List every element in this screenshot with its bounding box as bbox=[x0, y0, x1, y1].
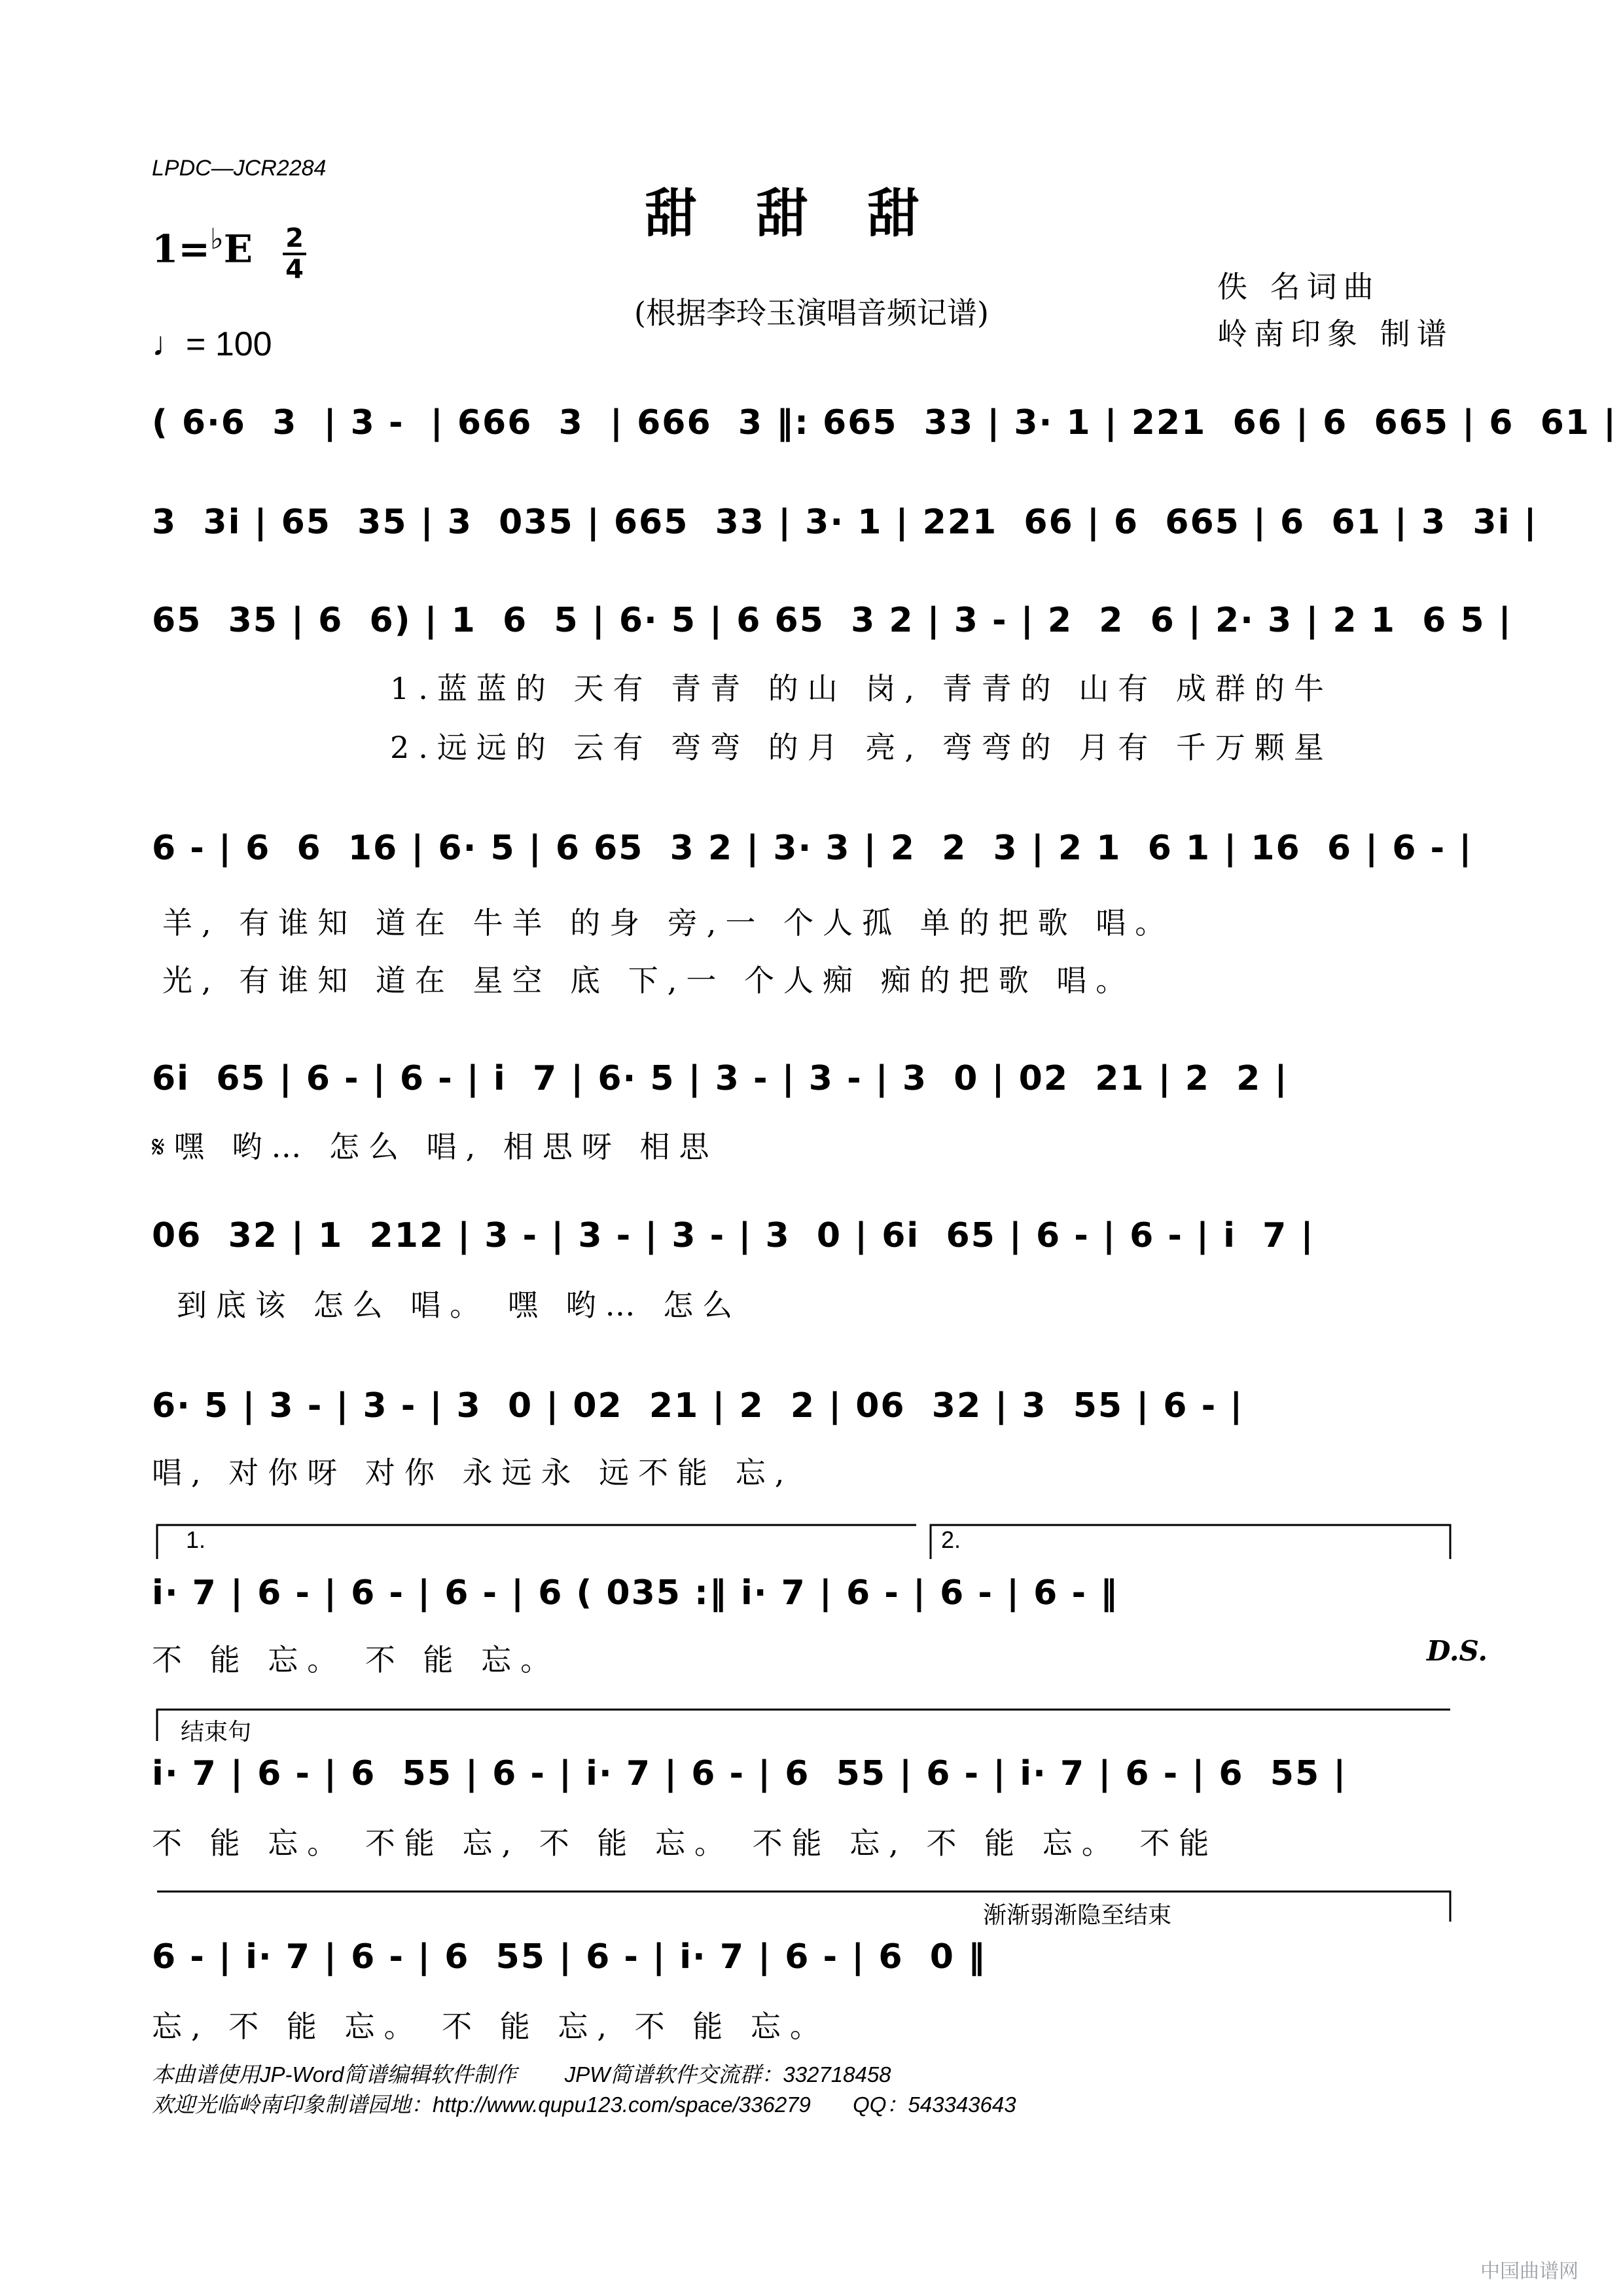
lyric-line: 忘, 不 能 忘。 不 能 忘, 不 能 忘。 bbox=[152, 2009, 829, 2044]
staff-line-5: 6i 65 | 6 - | 6 - | i 7 | 6· 5 | 3 - | 3 - | 3 0 | 02 21 | 2 2 | bbox=[152, 1059, 1289, 1098]
author-credit: 佚 名词曲 bbox=[1217, 269, 1380, 304]
key-note: E bbox=[223, 226, 253, 272]
lyric-verse-2: 2.远远的 云有 弯弯 的月 亮, 弯弯的 月有 千万颗星 bbox=[390, 730, 1333, 765]
lyric-line: 到底该 怎么 唱。 嘿 哟… 怎么 bbox=[177, 1287, 742, 1323]
volta-1-bracket bbox=[157, 1525, 916, 1559]
lyric-verse-1: 羊, 有谁知 道在 牛羊 的身 旁,一 个人孤 单的把歌 唱。 bbox=[162, 905, 1175, 941]
time-sig-top: 2 bbox=[285, 223, 304, 253]
ending-bracket bbox=[157, 1710, 1450, 1741]
subtitle: (根据李玲玉演唱音频记谱) bbox=[634, 295, 989, 331]
staff-line-4: 6 - | 6 6 16 | 6· 5 | 6 65 3 2 | 3· 3 | 2 2 3 | 2 1 6 1 | 16 6 | 6 - | bbox=[152, 829, 1473, 868]
staff-line-2: 3 3i | 65 35 | 3 035 | 665 33 | 3· 1 | 221 66 | 6 665 | 6 61 | 3 3i | bbox=[152, 503, 1538, 542]
quarter-note-icon: ♩ bbox=[152, 325, 186, 363]
staff-line-1: ( 6·6 3 | 3 - | 666 3 | 666 3 ‖: 665 33 | 3· 1 | 221 66 | 6 665 | 6 61 | bbox=[152, 403, 1618, 442]
volta-2-bracket bbox=[931, 1525, 1450, 1559]
key-label: 1= bbox=[152, 226, 210, 272]
lyric-verse-2: 光, 有谁知 道在 星空 底 下,一 个人痴 痴的把歌 唱。 bbox=[162, 963, 1135, 998]
lyric-line: 𝄋嘿 哟… 怎么 唱, 相思呀 相思 bbox=[152, 1129, 719, 1164]
flat-icon: ♭ bbox=[209, 223, 224, 256]
fade-bracket bbox=[157, 1892, 1450, 1922]
lyric-line: 不 能 忘。 不 能 忘。 bbox=[152, 1642, 560, 1677]
score-code: LPDC—JCR2284 bbox=[152, 156, 327, 181]
staff-line-8: i· 7 | 6 - | 6 - | 6 - | 6 ( 035 :‖ i· 7 | 6 - | 6 - | 6 - ‖ bbox=[152, 1573, 1119, 1613]
lyric-verse-1: 1.蓝蓝的 天有 青青 的山 岗, 青青的 山有 成群的牛 bbox=[390, 671, 1333, 706]
tempo-value: = 100 bbox=[186, 325, 272, 363]
lyric-line: 不 能 忘。 不能 忘, 不 能 忘。 不能 忘, 不 能 忘。 不能 bbox=[152, 1825, 1219, 1861]
time-sig-bottom: 4 bbox=[285, 255, 304, 285]
staff-line-6: 06 32 | 1 212 | 3 - | 3 - | 3 - | 3 0 | 6i 65 | 6 - | 6 - | i 7 | bbox=[152, 1216, 1315, 1255]
page-title: 甜甜甜 bbox=[645, 183, 978, 244]
staff-line-3: 65 35 | 6 6) | 1 6 5 | 6· 5 | 6 65 3 2 | 3 - | 2 2 6 | 2· 3 | 2 1 6 5 | bbox=[152, 601, 1512, 640]
arranger-credit: 岭南印象 制谱 bbox=[1217, 316, 1454, 351]
footer-line-1: 本曲谱使用JP-Word简谱编辑软件制作 JPW简谱软件交流群：332718458 bbox=[152, 2062, 891, 2087]
staff-line-10: 6 - | i· 7 | 6 - | 6 55 | 6 - | i· 7 | 6 - | 6 0 ‖ bbox=[152, 1937, 987, 1977]
volta-1-label: 1. bbox=[186, 1526, 206, 1553]
watermark: 中国曲谱网 bbox=[1480, 2260, 1578, 2283]
volta-2-label: 2. bbox=[941, 1526, 961, 1553]
lyric-line: 唱, 对你呀 对你 永远永 远不能 忘, bbox=[152, 1455, 794, 1490]
dal-segno-marking: D.S. bbox=[1427, 1635, 1488, 1667]
ending-phrase-label: 结束句 bbox=[181, 1718, 252, 1745]
staff-line-7: 6· 5 | 3 - | 3 - | 3 0 | 02 21 | 2 2 | 06 32 | 3 55 | 6 - | bbox=[152, 1386, 1244, 1426]
staff-line-9: i· 7 | 6 - | 6 55 | 6 - | i· 7 | 6 - | 6 55 | 6 - | i· 7 | 6 - | 6 55 | bbox=[152, 1754, 1347, 1793]
footer-line-2: 欢迎光临岭南印象制谱园地：http://www.qupu123.com/space/336279 QQ：543343643 bbox=[152, 2092, 1016, 2117]
fade-out-label: 渐渐弱渐隐至结束 bbox=[983, 1901, 1172, 1928]
